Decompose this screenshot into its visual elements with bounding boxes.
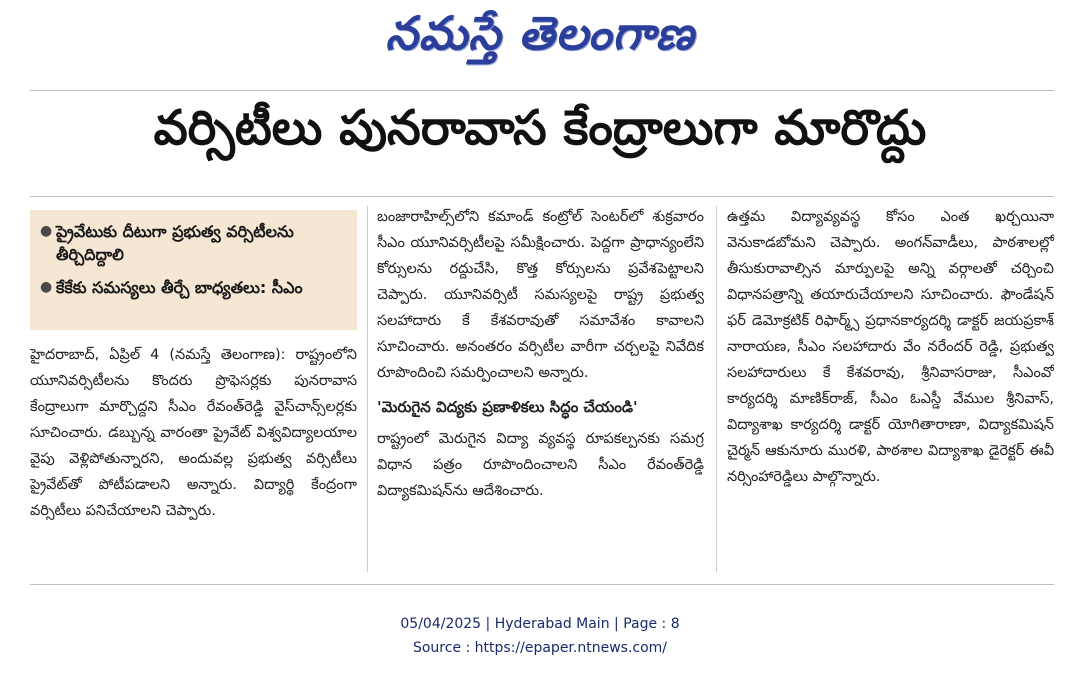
highlights-box: [30, 210, 357, 330]
article-headline: వర్సిటీలు పునరావాస కేంద్రాలుగా మారొద్దు: [153, 100, 927, 156]
column-divider: [716, 206, 717, 572]
masthead-divider: [30, 90, 1054, 91]
article-subheading: 'మెరుగైన విద్యకు ప్రణాళికలు సిద్ధం చేయండి': [377, 398, 638, 416]
article-column-2: [377, 204, 704, 572]
article-paragraph: బంజారాహిల్స్‌లోని కమాండ్ కంట్రోల్ సెంటర్‌లో శుక్రవారం సీఎం యూనివర్సిటీలపై సమీక్షించారు. పెద్దగా ప్రాధాన్యంలేని కోర్సులను రద్దుచేసి, కొత్త కోర్సులను ప్రవేశపెట్టాలని చెప్పారు. యూనివర్సిటీ సమస్యలపై రాష్ట్ర ప్రభుత్వ సలహాదారు కే కేశవరావుతో సమావేశం కావాలని సూచించారు. అనంతరం వర్సిటీల వారీగా చర్చలపై నివేదిక రూపొందించి సమర్పించాలని అన్నారు.: [377, 209, 704, 381]
bullet-icon: ●: [40, 279, 53, 295]
highlight-item: [40, 220, 347, 266]
edition-info: 05/04/2025 | Hyderabad Main | Page : 8: [400, 616, 680, 632]
highlight-text: కేకేకు సమస్యలు తీర్చే బాధ్యతలు: సీఎం: [56, 278, 303, 297]
newspaper-masthead: నమస్తే తెలంగాణ: [385, 6, 695, 60]
highlight-text: ప్రైవేటుకు దీటుగా ప్రభుత్వ వర్సిటీలను తీర్చిదిద్దాలి: [56, 222, 294, 264]
article-paragraph: రాష్ట్రంలో మెరుగైన విద్యా వ్యవస్థ రూపకల్పనకు సమగ్ర విధాన పత్రం రూపొందించాలని సీఎం రేవంత్‌రెడ్డి విద్యాకమిషన్‌ను ఆదేశించారు.: [377, 431, 704, 499]
source-link[interactable]: Source : https://epaper.ntnews.com/: [412, 640, 668, 656]
article-paragraph: ఉత్తమ విద్యావ్యవస్థ కోసం ఎంత ఖర్చయినా వెనుకాడబోమని చెప్పారు. అంగన్‌వాడీలు, పాఠశాలల్లో తీసుకురావాల్సిన మార్పులపై అన్ని వర్గాలతో చర్చించి విధానపత్రాన్ని తయారుచేయాలని సూచించారు. ఫౌండేషన్ ఫర్ డెమోక్రటిక్ రిఫార్మ్స్ ప్రధానకార్యదర్శి డాక్టర్ జయప్రకాశ్ నారాయణ, సీఎం సలహాదారు వేం నరేందర్ రెడ్డి, ప్రభుత్వ సలహాదారులు కే కేశవరావు, శ్రీనివాసరాజు, సీఎంవో కార్యదర్శి మాణిక్‌రాజ్, సీఎం ఓఎస్డీ వేముల శ్రీనివాస్, విద్యాశాఖ కార్యదర్శి డాక్టర్ యోగితారాణా, విద్యాకమిషన్ చైర్మన్ ఆకునూరు మురళి, పాఠశాల విద్యాశాఖ డైరెక్టర్ ఈవీ నర్సింహారెడ్డిలు పాల్గొన్నారు.: [727, 209, 1054, 485]
article-column-1: [30, 342, 357, 572]
column-divider: [367, 206, 368, 572]
headline-divider: [30, 196, 1054, 197]
footer-divider: [30, 584, 1054, 585]
highlight-item: [40, 276, 347, 299]
bullet-icon: ●: [40, 223, 53, 239]
article-paragraph: హైదరాబాద్, ఏప్రిల్ 4 (నమస్తే తెలంగాణ): రాష్ట్రంలోని యూనివర్సిటీలను కొందరు ప్రొఫెసర్లకు పునరావాస కేంద్రాలుగా మార్చొద్దని సీఎం రేవంత్‌రెడ్డి వైస్‌చాన్స్‌లర్లకు సూచించారు. డబ్బున్న వారంతా ప్రైవేట్ విశ్వవిద్యాలయాల వైపు వెళ్లిపోతున్నారని, అందువల్ల ప్రభుత్వ వర్సిటీలు ప్రైవేట్‌తో పోటీపడాలని అన్నారు. విద్యార్థి కేంద్రంగా వర్సిటీలు పనిచేయాలని చెప్పారు.: [30, 347, 357, 519]
article-column-3: [727, 204, 1054, 572]
